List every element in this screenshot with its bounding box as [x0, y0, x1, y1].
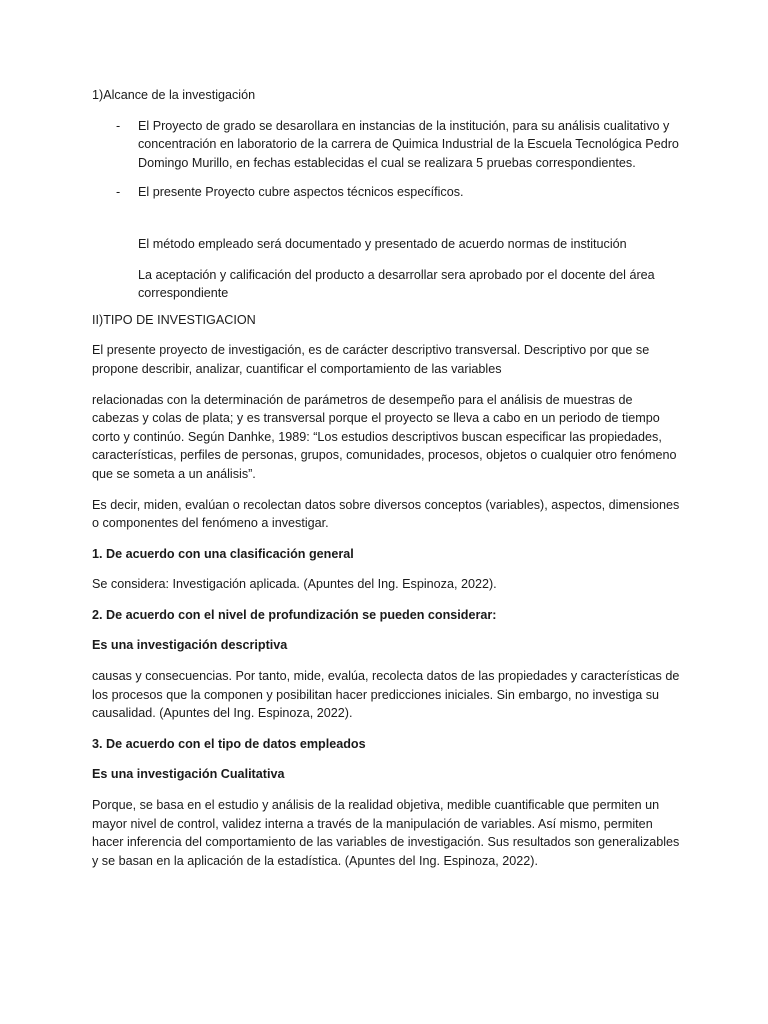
indented-paragraph: El método empleado será documentado y presentado de acuerdo normas de institución — [138, 236, 627, 251]
list-item — [92, 183, 682, 202]
subheading: 2. De acuerdo con el nivel de profundización se pueden considerar: — [92, 607, 497, 622]
subheading: Es una investigación descriptiva — [92, 638, 288, 653]
bullet-marker: - — [116, 185, 121, 200]
indented-paragraph: La aceptación y calificación del producto a desarrollar sera aprobado por el docente del área correspondiente — [138, 267, 655, 301]
section1-title: 1)Alcance de la investigación — [92, 88, 256, 102]
paragraph: Se considera: Investigación aplicada. (Apuntes del Ing. Espinoza, 2022). — [92, 577, 497, 592]
paragraph: Porque, se basa en el estudio y análisis de la realidad objetiva, medible cuantificable que permiten un mayor nivel de control, validez interna a través de la manipulación de variables. Así mismo, permiten hacer inferencia del comportamiento de las variables de investigación. Sus resultados son generalizables y se basan en la aplicación de la estadística. (Apuntes del Ing. Espinoza, 2022). — [92, 798, 680, 868]
bullet-text: El Proyecto de grado se desarollara en instancias de la institución, para su análisis cualitativo y concentración en laboratorio de la carrera de Quimica Industrial de la Escuela Tecnológica Pedro Domingo Murillo, en fechas establecidas el cual se realizara 5 pruebas correspondientes. — [138, 118, 679, 170]
section2-title: II)TIPO DE INVESTIGACION — [92, 312, 256, 327]
bullet-marker: - — [116, 118, 121, 133]
document-content — [92, 86, 682, 882]
scope-bullet-list — [92, 117, 682, 202]
subheading: 1. De acuerdo con una clasificación general — [92, 546, 354, 561]
list-item — [92, 117, 682, 173]
subheading: Es una investigación Cualitativa — [92, 767, 285, 782]
bullet-text: El presente Proyecto cubre aspectos técnicos específicos. — [138, 185, 464, 200]
paragraph: Es decir, miden, evalúan o recolectan datos sobre diversos conceptos (variables), aspectos, dimensiones o componentes del fenómeno a investigar. — [92, 497, 680, 531]
paragraph: relacionadas con la determinación de parámetros de desempeño para el análisis de muestras de cabezas y colas de plata; y es transversal porque el proyecto se lleva a cabo en un periodo de tiempo corto y continúo. Según Danhke, 1989: “Los estudios descriptivos buscan especificar las propiedades, características, perfiles de personas, grupos, comunidades, procesos, objetos o cualquier otro fenómeno que se someta a un análisis”. — [92, 392, 677, 481]
subheading: 3. De acuerdo con el tipo de datos empleados — [92, 736, 366, 751]
paragraph: causas y consecuencias. Por tanto, mide, evalúa, recolecta datos de las propiedades y características de los procesos que la componen y posibilitan hacer predicciones iniciales. Sin embargo, no investiga su causalidad. (Apuntes del Ing. Espinoza, 2022). — [92, 669, 680, 721]
blank-line — [92, 213, 682, 235]
paragraph: El presente proyecto de investigación, es de carácter descriptivo transversal. Descriptivo por que se propone describir, analizar, cuantificar el comportamiento de las variables — [92, 343, 650, 376]
